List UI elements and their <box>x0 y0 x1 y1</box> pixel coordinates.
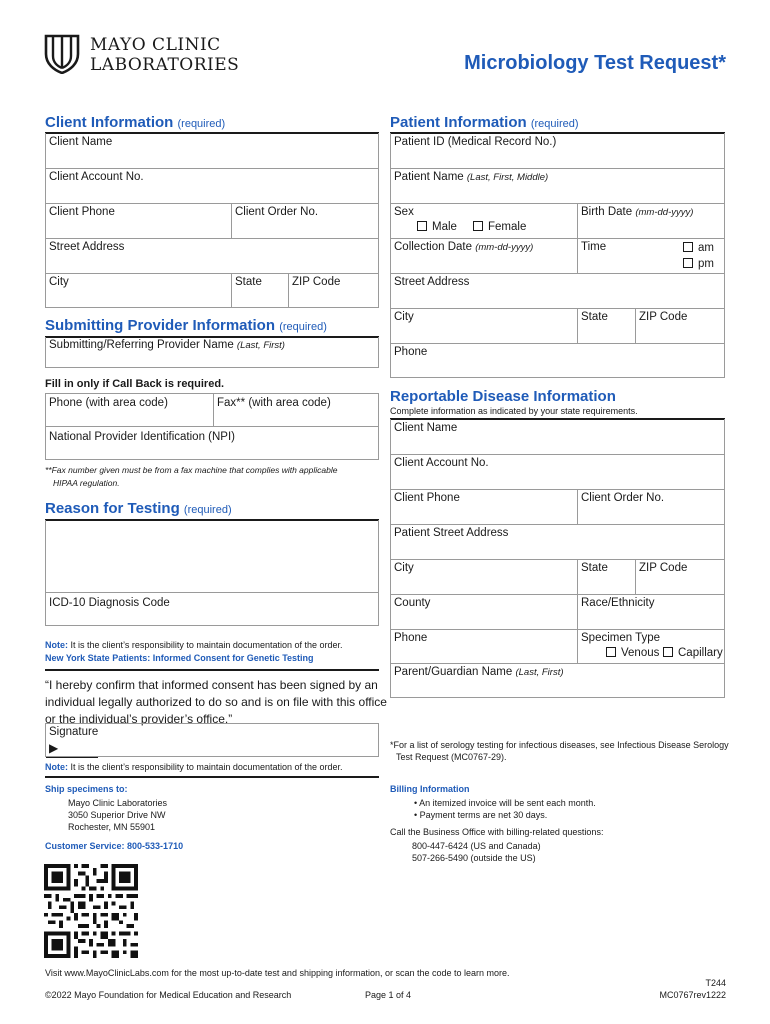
customer-service: Customer Service: 800-533-1710 <box>45 841 184 851</box>
patient-name-field[interactable]: Patient Name (Last, First, Middle) <box>394 171 549 183</box>
callback-note: Fill in only if Call Back is required. <box>45 378 225 390</box>
provider-name-field[interactable]: Submitting/Referring Provider Name (Last, First) <box>49 339 285 351</box>
rep-phone2-field[interactable]: Phone <box>394 632 428 644</box>
mayo-shield-icon <box>44 34 80 74</box>
consent-statement: “I hereby confirm that informed consent has been signed by an individual legally authorized to do so and is on file with this office or the individual’s provider’s office.” <box>45 678 387 726</box>
rep-city-field[interactable]: City <box>394 562 414 574</box>
callback-form <box>45 393 379 460</box>
fax-note-line-2: HIPAA regulation. <box>53 478 120 488</box>
brand-line-2: LABORATORIES <box>90 55 240 75</box>
provider-info-heading: Submitting Provider Information (required) <box>45 317 327 334</box>
signature-box[interactable] <box>45 723 379 757</box>
specimen-type-label: Specimen Type <box>581 632 661 644</box>
qr-code <box>44 864 138 958</box>
rep-order-field[interactable]: Client Order No. <box>581 492 665 504</box>
client-state-field[interactable]: State <box>235 276 262 288</box>
client-phone-field[interactable]: Client Phone <box>49 206 115 218</box>
patient-info-form <box>390 133 725 378</box>
venous-checkbox[interactable]: Venous <box>606 647 659 659</box>
female-checkbox[interactable]: Female <box>473 221 526 233</box>
form-code-1: T244 <box>705 978 726 988</box>
rep-county-field[interactable]: County <box>394 597 431 609</box>
client-info-form <box>45 133 379 308</box>
form-code-2: MC0767rev1222 <box>659 990 726 1000</box>
patient-city-field[interactable]: City <box>394 311 414 323</box>
rep-phone-field[interactable]: Client Phone <box>394 492 460 504</box>
signature-label: Signature <box>49 726 99 738</box>
client-city-field[interactable]: City <box>49 276 69 288</box>
client-zip-field[interactable]: ZIP Code <box>292 276 341 288</box>
sex-label: Sex <box>394 206 414 218</box>
client-street-field[interactable]: Street Address <box>49 241 125 253</box>
billing-bullets: • An itemized invoice will be sent each month. • Payment terms are net 30 days. <box>414 798 596 820</box>
mayo-logo <box>44 34 264 76</box>
rep-client-name-field[interactable]: Client Name <box>394 422 458 434</box>
client-info-heading: Client Information (required) <box>45 114 226 131</box>
ship-address: Mayo Clinic Laboratories 3050 Superior Drive NW Rochester, MN 55901 <box>68 798 168 832</box>
patient-zip-field[interactable]: ZIP Code <box>639 311 688 323</box>
reportable-subtitle: Complete information as indicated by your state requirements. <box>390 406 638 416</box>
rep-state-field[interactable]: State <box>581 562 608 574</box>
serology-note-line-1: *For a list of serology testing for infectious diseases, see Infectious Disease Serology <box>390 740 729 750</box>
capillary-checkbox[interactable]: Capillary <box>663 647 723 659</box>
fax-note-line-1: **Fax number given must be from a fax machine that complies with applicable <box>45 465 338 475</box>
guardian-name-field[interactable]: Parent/Guardian Name (Last, First) <box>394 666 564 678</box>
male-checkbox[interactable]: Male <box>417 221 457 233</box>
birth-date-field[interactable]: Birth Date (mm-dd-yyyy) <box>581 206 694 218</box>
patient-info-heading: Patient Information (required) <box>390 114 579 131</box>
reason-heading: Reason for Testing (required) <box>45 500 232 517</box>
provider-phone-field[interactable]: Phone (with area code) <box>49 397 168 409</box>
icd10-field[interactable]: ICD-10 Diagnosis Code <box>49 597 170 609</box>
patient-street-field[interactable]: Street Address <box>394 276 470 288</box>
serology-note-line-2: Test Request (MC0767-29). <box>396 752 507 762</box>
npi-field[interactable]: National Provider Identification (NPI) <box>49 431 235 443</box>
billing-phones: 800-447-6424 (US and Canada) 507-266-5490 (outside the US) <box>412 841 541 863</box>
pm-checkbox[interactable]: pm <box>683 258 714 270</box>
page-title: Microbiology Test Request* <box>464 52 726 74</box>
collection-date-field[interactable]: Collection Date (mm-dd-yyyy) <box>394 241 534 253</box>
visit-note: Visit www.MayoClinicLabs.com for the most up-to-date test and shipping information, or scan the code to learn more. <box>45 968 510 978</box>
client-name-field[interactable]: Client Name <box>49 136 113 148</box>
billing-label: Billing Information <box>390 784 470 794</box>
page-number: Page 1 of 4 <box>365 990 412 1000</box>
signature-arrow-icon: ▶ <box>49 741 59 755</box>
provider-fax-field[interactable]: Fax** (with area code) <box>217 397 331 409</box>
order-note-2: Note: It is the client’s responsibility to maintain documentation of the order. <box>45 762 343 772</box>
patient-state-field[interactable]: State <box>581 311 608 323</box>
patient-phone-field[interactable]: Phone <box>394 346 428 358</box>
client-order-field[interactable]: Client Order No. <box>235 206 319 218</box>
brand-line-1: MAYO CLINIC <box>90 35 221 55</box>
rep-account-field[interactable]: Client Account No. <box>394 457 489 469</box>
rep-zip-field[interactable]: ZIP Code <box>639 562 688 574</box>
provider-name-box <box>45 337 379 368</box>
reportable-heading: Reportable Disease Information <box>390 388 616 405</box>
reportable-form <box>390 419 725 698</box>
order-note: Note: It is the client’s responsibility to maintain documentation of the order. <box>45 640 343 650</box>
patient-id-field[interactable]: Patient ID (Medical Record No.) <box>394 136 557 148</box>
rep-race-field[interactable]: Race/Ethnicity <box>581 597 655 609</box>
billing-call: Call the Business Office with billing-related questions: <box>390 827 604 837</box>
reason-form[interactable] <box>45 520 379 626</box>
rep-street-field[interactable]: Patient Street Address <box>394 527 509 539</box>
ship-label: Ship specimens to: <box>45 784 128 794</box>
copyright: ©2022 Mayo Foundation for Medical Education and Research <box>45 990 292 1000</box>
time-field[interactable]: Time <box>581 241 607 253</box>
client-account-field[interactable]: Client Account No. <box>49 171 144 183</box>
ny-consent-link[interactable]: New York State Patients: Informed Consent for Genetic Testing <box>45 653 314 663</box>
am-checkbox[interactable]: am <box>683 242 714 254</box>
